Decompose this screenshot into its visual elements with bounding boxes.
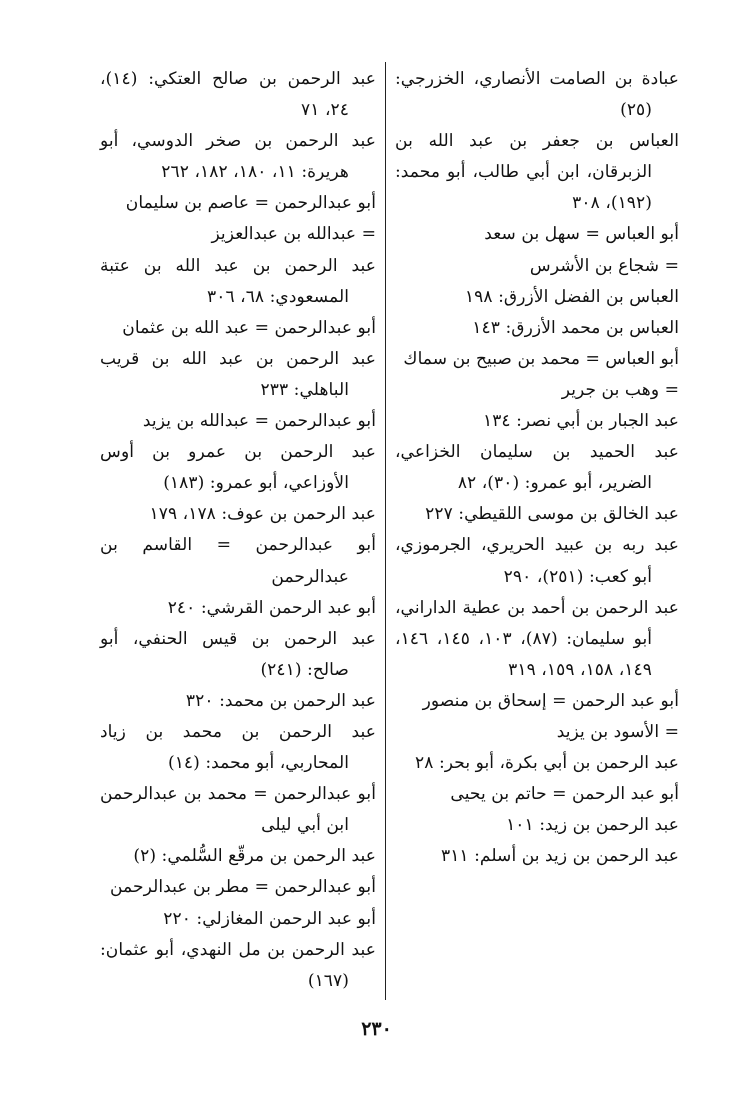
index-entry: عبادة بن الصامت الأنصاري، الخزرجي: (٢٥)	[395, 69, 679, 121]
index-entry: = شجاع بن الأشرس	[529, 255, 679, 276]
index-entry: عبد الرحمن بن عبد الله بن قريب الباهلي: ٢٣٣	[100, 348, 376, 400]
index-entry: عبد الرحمن بن قيس الحنفي، أبو صالح: (٢٤١)	[100, 628, 376, 680]
index-entry: أبو عبدالرحمن = عبد الله بن عثمان	[122, 317, 376, 338]
index-entry: أبو عبدالرحمن = القاسم بن عبدالرحمن	[100, 535, 376, 587]
column-divider	[385, 62, 386, 1000]
index-entry: عبد الرحمن بن محمد: ٣٢٠	[185, 690, 376, 711]
index-entry: عبد الرحمن بن مرقّع السُّلمي: (٢)	[133, 846, 376, 867]
index-entry: أبو عبد الرحمن = حاتم بن يحيى	[450, 784, 679, 805]
index-entry: أبو عبد الرحمن = إسحاق بن منصور	[422, 690, 679, 711]
index-entry: أبو عبدالرحمن = محمد بن عبدالرحمن ابن أبي ليلى	[100, 784, 376, 836]
index-entry: العباس بن محمد الأزرق: ١٤٣	[472, 317, 679, 338]
index-entry: عبد الخالق بن موسى اللقيطي: ٢٢٧	[425, 504, 679, 525]
index-entry: أبو عبدالرحمن = مطر بن عبدالرحمن	[109, 877, 376, 898]
index-entry: عبد الحميد بن سليمان الخزاعي، الضرير، أبو عمرو: (٣٠)، ٨٢	[395, 442, 679, 494]
index-entry: عبد الجبار بن أبي نصر: ١٣٤	[482, 411, 679, 432]
index-entry: = عبدالله بن عبدالعزيز	[211, 224, 376, 245]
index-entry: العباس بن الفضل الأزرق: ١٩٨	[464, 286, 679, 307]
index-entry: أبو عبدالرحمن = عاصم بن سليمان	[125, 193, 376, 214]
index-entry: أبو عبد الرحمن القرشي: ٢٤٠	[167, 597, 376, 618]
index-entry: عبد الرحمن بن أبي بكرة، أبو بحر: ٢٨	[415, 753, 679, 774]
index-entry: عبد الرحمن بن صخر الدوسي، أبو هريرة: ١١، ١٨٠، ١٨٢، ٢٦٢	[100, 131, 376, 183]
index-entry: العباس بن جعفر بن عبد الله بن الزبرقان، ابن أبي طالب، أبو محمد: (١٩٢)، ٣٠٨	[395, 131, 679, 214]
index-entry: عبد الرحمن بن عوف: ١٧٨، ١٧٩	[149, 504, 376, 525]
index-column-right	[395, 64, 679, 872]
index-entry: أبو عبد الرحمن المغازلي: ٢٢٠	[163, 908, 376, 929]
index-entry: عبد الرحمن بن صالح العتكي: (١٤)، ٢٤، ٧١	[100, 69, 376, 121]
index-entry: أبو العباس = سهل بن سعد	[484, 224, 679, 245]
index-entry: عبد الرحمن بن محمد بن زياد المحاربي، أبو محمد: (١٤)	[100, 721, 376, 774]
index-entry: = الأسود بن يزيد	[556, 721, 679, 742]
index-entry: عبد ربه بن عبيد الحريري، الجرموزي، أبو كعب: (٢٥١)، ٢٩٠	[395, 535, 679, 587]
index-entry: عبد الرحمن بن عبد الله بن عتبة المسعودي: ٦٨، ٣٠٦	[100, 255, 376, 307]
index-column-left	[100, 64, 376, 997]
index-entry: عبد الرحمن بن عمرو بن أوس الأوزاعي، أبو عمرو: (١٨٣)	[100, 442, 376, 494]
index-entry: عبد الرحمن بن زيد بن أسلم: ٣١١	[440, 846, 679, 867]
index-entry: = وهب بن جرير	[561, 379, 679, 400]
page-number: ٢٣٠	[361, 1018, 392, 1040]
index-entry: أبو العباس = محمد بن صبيح بن سماك	[403, 348, 679, 369]
index-entry: أبو عبدالرحمن = عبدالله بن يزيد	[142, 411, 376, 432]
index-entry: عبد الرحمن بن زيد: ١٠١	[506, 815, 679, 836]
index-entry: عبد الرحمن بن أحمد بن عطية الداراني، أبو سليمان: (٨٧)، ١٠٣، ١٤٥، ١٤٦، ١٤٩، ١٥٨، ١٥٩، ٣١٩	[395, 597, 679, 680]
index-entry: عبد الرحمن بن مل النهدي، أبو عثمان: (١٦٧)	[100, 939, 376, 991]
